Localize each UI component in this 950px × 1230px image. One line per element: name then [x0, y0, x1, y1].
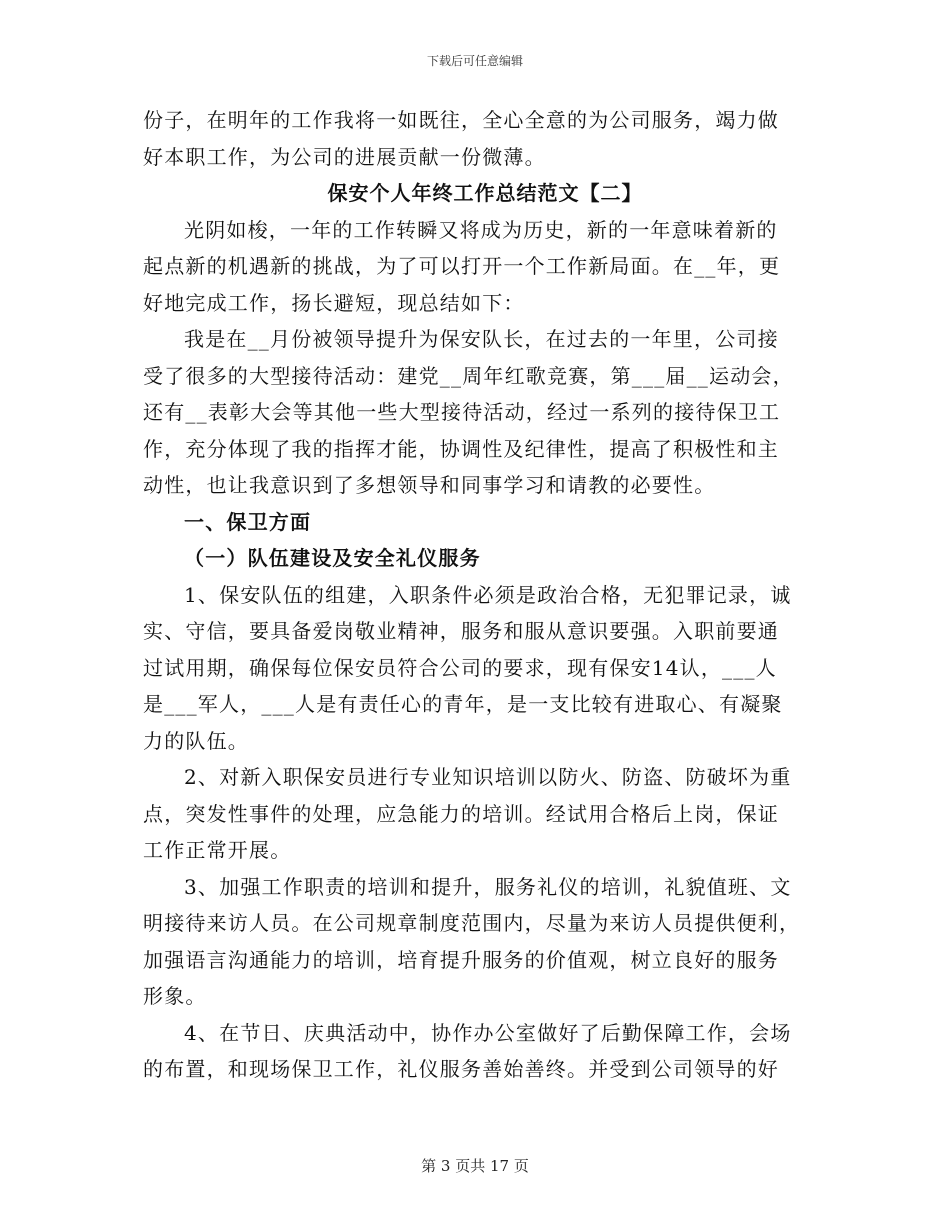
- text-line: 好本职工作，为公司的进展贡献一份微薄。: [143, 144, 546, 169]
- text-line: 力的队伍。: [143, 728, 249, 753]
- paragraph-first-line: 我是在__月份被领导提升为保安队长，在过去的一年里，公司接: [184, 327, 779, 351]
- text-line: 份子，在明年的工作我将一如既往，全心全意的为公司服务，竭力做: [143, 108, 779, 132]
- section-heading: （一）队伍建设及安全礼仪服务: [184, 546, 481, 570]
- paragraph-first-line: 2、对新入职保安员进行专业知识培训以防火、防盗、防破坏为重: [184, 765, 792, 789]
- text-line: 是___军人，___人是有责任心的青年，是一支比较有进取心、有凝聚: [143, 692, 783, 716]
- paragraph-first-line: 3、加强工作职责的培训和提升，服务礼仪的培训，礼貌值班、文: [184, 874, 792, 899]
- page-header: 下载后可任意编辑: [426, 54, 523, 68]
- paragraph-first-line: 光阴如梭，一年的工作转瞬又将成为历史，新的一年意味着新的: [184, 217, 778, 242]
- text-line: 明接待来访人员。在公司规章制度范围内，尽量为来访人员提供便利，: [143, 911, 801, 935]
- text-line: 起点新的机遇新的挑战，为了可以打开一个工作新局面。在__年，更: [143, 254, 781, 278]
- page-footer: 第 3 页共 17 页: [421, 1157, 529, 1175]
- document-body: [143, 102, 807, 1088]
- paragraph-first-line: 1、保安队伍的组建，入职条件必须是政治合格，无犯罪记录，诚: [184, 582, 792, 607]
- text-line: 受了很多的大型接待活动：建党__周年红歌竞赛，第___届__运动会，: [143, 363, 794, 388]
- section-title: 保安个人年终工作总结范文【二】: [327, 181, 643, 205]
- text-line: 的布置，和现场保卫工作，礼仪服务善始善终。并受到公司领导的好: [143, 1057, 779, 1081]
- text-line: 还有__表彰大会等其他一些大型接待活动，经过一系列的接待保卫工: [143, 400, 781, 424]
- text-line: 加强语言沟通能力的培训，培育提升服务的价值观，树立良好的服务: [143, 947, 779, 972]
- text-line: 点，突发性事件的处理，应急能力的培训。经试用合格后上岗，保证: [143, 801, 779, 826]
- text-line: 形象。: [143, 984, 207, 1008]
- text-line: 作，充分体现了我的指挥才能，协调性及纪律性，提高了积极性和主: [143, 436, 779, 461]
- text-line: 工作正常开展。: [143, 838, 292, 862]
- text-line: 动性，也让我意识到了多想领导和同事学习和请教的必要性。: [143, 473, 716, 497]
- text-line: 过试用期，确保每位保安员符合公司的要求，现有保安14认，___人: [143, 655, 777, 680]
- text-line: 好地完成工作，扬长避短，现总结如下：: [143, 290, 525, 315]
- paragraph-first-line: 4、在节日、庆典活动中，协作办公室做好了后勤保障工作，会场: [184, 1020, 792, 1045]
- text-line: 实、守信，要具备爱岗敬业精神，服务和服从意识要强。入职前要通: [143, 619, 779, 643]
- section-heading: 一、保卫方面: [184, 509, 312, 534]
